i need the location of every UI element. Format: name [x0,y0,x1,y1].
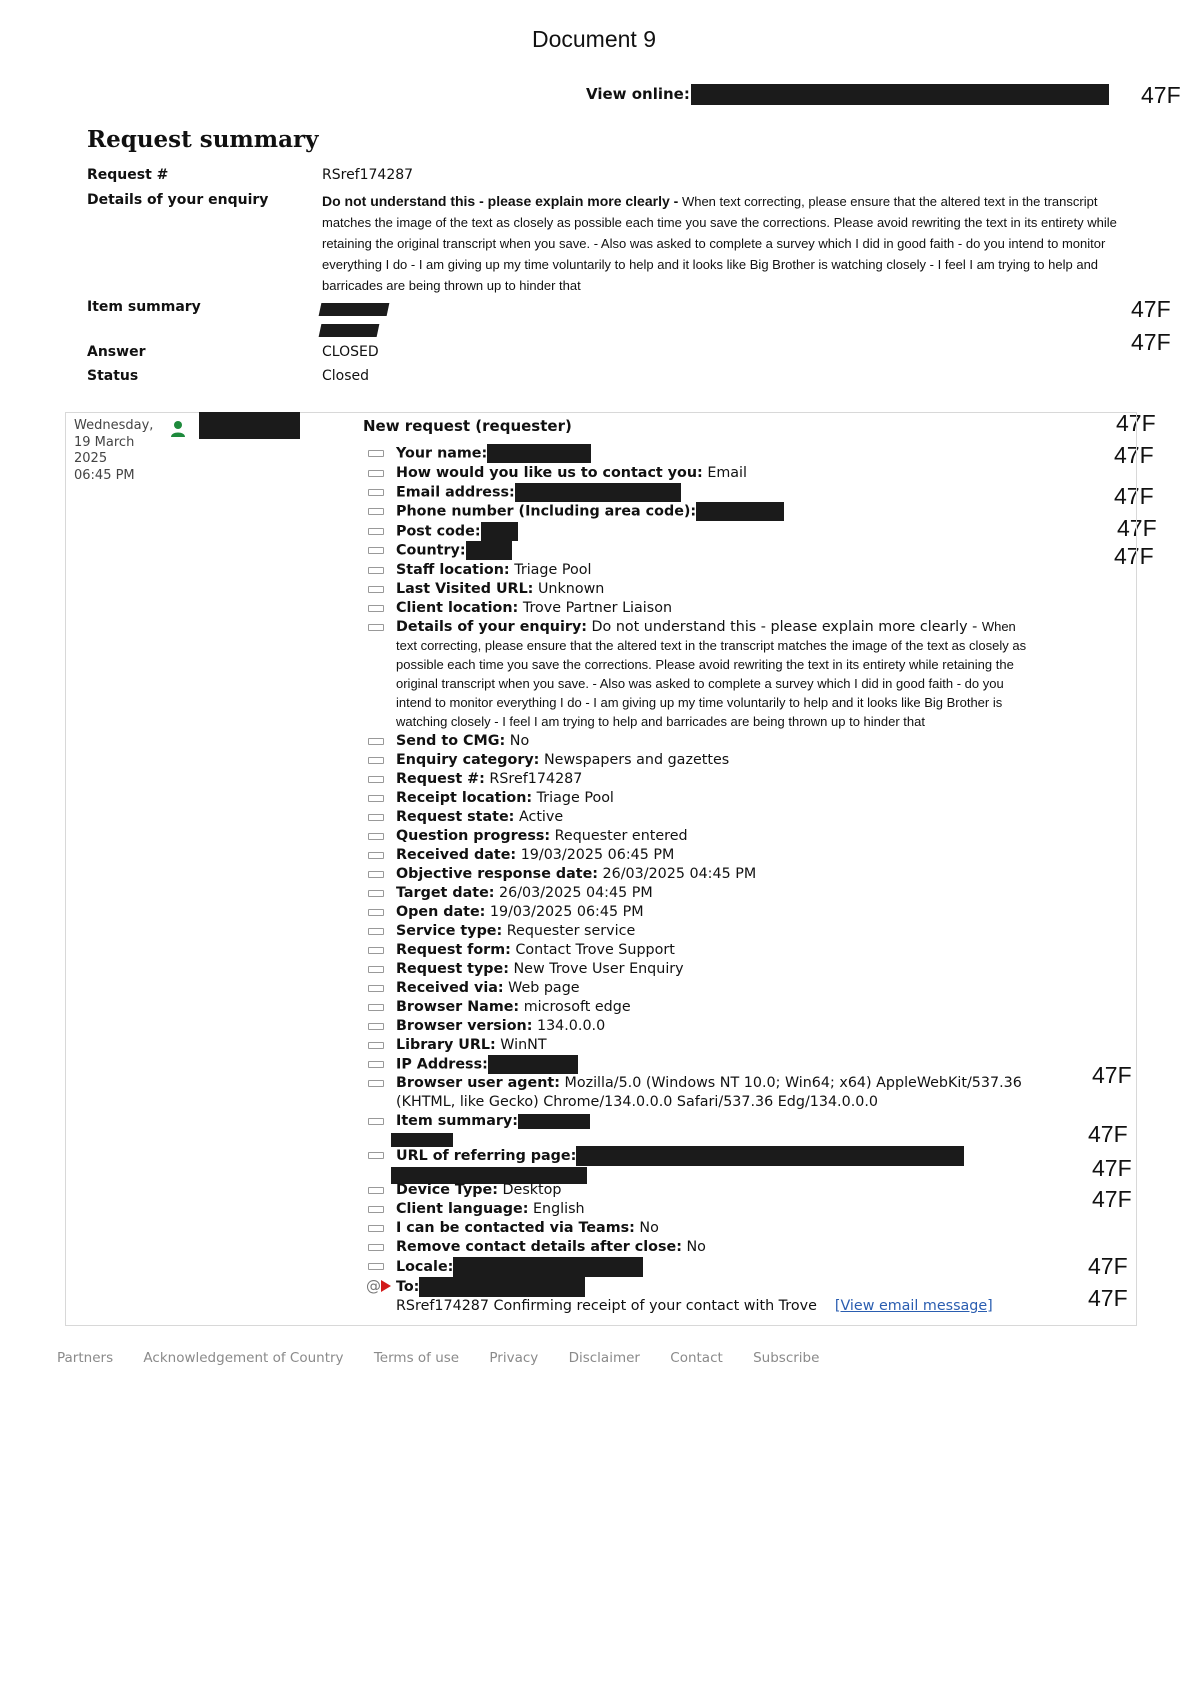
redaction [696,502,784,521]
person-icon [170,420,186,438]
list-item: Post code: [366,522,1026,542]
list-item-continuation [366,1166,1026,1181]
answer-value: CLOSED [322,344,379,360]
page-code: 47F [1092,1155,1132,1181]
list-item: Open date: 19/03/2025 06:45 PM [366,903,1026,922]
footer-link-contact[interactable]: Contact [670,1350,723,1366]
page-code: 47F [1092,1186,1132,1212]
list-item: Request #: RSref174287 [366,770,1026,789]
entry-date-line: Wednesday, [74,418,154,433]
details-value [322,191,1118,296]
page-code: 47F [1141,82,1181,108]
footer-link-subscribe[interactable]: Subscribe [753,1350,820,1366]
footer-link-disclaimer[interactable]: Disclaimer [568,1350,640,1366]
list-item: Locale: [366,1257,1026,1277]
list-item: Phone number (Including area code): [366,502,1026,522]
request-number-label: Request # [87,167,169,183]
list-item: Client language: English [366,1200,1026,1219]
redaction [576,1146,964,1166]
entry-date [74,418,153,484]
list-item: Enquiry category: Newspapers and gazettes [366,751,1026,770]
list-item: Library URL: WinNT [366,1036,1026,1055]
email-sent-icon: @ [366,1277,381,1295]
page-code: 47F [1114,483,1154,509]
list-item: Browser version: 134.0.0.0 [366,1017,1026,1036]
redaction [691,84,1109,105]
list-item: Request form: Contact Trove Support [366,941,1026,960]
footer-link-acknowledgement[interactable]: Acknowledgement of Country [143,1350,344,1366]
page-code: 47F [1131,296,1171,322]
list-item: Item summary: [366,1112,1026,1131]
redaction [391,1133,453,1147]
document-title: Document 9 [531,26,656,52]
redaction [466,541,512,560]
entry-time: 06:45 PM [74,467,135,483]
redaction [487,444,591,463]
view-email-link[interactable]: [View email message] [834,1298,993,1314]
email-subject: RSref174287 Confirming receipt of your contact with Trove [396,1298,817,1314]
list-item: How would you like us to contact you: Email [366,464,1026,483]
list-item: Request state: Active [366,808,1026,827]
list-item: Question progress: Requester entered [366,827,1026,846]
redaction [515,483,681,502]
list-item: Last Visited URL: Unknown [366,580,1026,599]
email-message-line [366,1297,1026,1316]
list-item: Browser user agent: Mozilla/5.0 (Windows NT 10.0; Win64; x64) AppleWebKit/537.36 (KHTML, like Gecko) Chrome/134.0.0.0 Safari/537.36 Edg/134.0.0.0 [366,1074,1036,1112]
redaction [199,412,300,439]
redaction [319,324,380,337]
answer-label: Answer [87,344,146,360]
page-code: 47F [1088,1285,1128,1311]
page-code: 47F [1114,442,1154,468]
details-lead: Do not understand this - please explain more clearly - [322,193,679,209]
page-code: 47F [1117,515,1157,541]
footer-link-privacy[interactable]: Privacy [489,1350,539,1366]
list-item: Browser Name: microsoft edge [366,998,1026,1017]
list-item: Remove contact details after close: No [366,1238,1026,1257]
entry-date-line: 2025 [74,451,108,466]
status-label: Status [87,368,139,384]
list-item: I can be contacted via Teams: No [366,1219,1026,1238]
list-item: @ To: [366,1277,1026,1297]
redaction [453,1257,643,1277]
page-code: 47F [1092,1062,1132,1088]
list-item: Request type: New Trove User Enquiry [366,960,1026,979]
list-item: Details of your enquiry: Do not understand this - please explain more clearly - When text correcting, please ensure that the altered text in the transcript matches the image of the text as closely as possible each time you save the corrections. Please avoid rewriting the text in its entirety while retaining the original transcript when you save. - Also was asked to complete a survey which I did in good faith - do you intend to monitor everything I do - I am giving up my time voluntarily to help and it looks like Big Brother is watching closely - I feel I am trying to help and barricades are being thrown up to hinder that [366,618,1036,732]
redaction [488,1055,578,1074]
page-code: 47F [1116,410,1156,436]
list-item: Email address: [366,483,1026,503]
item-summary-label: Item summary [87,299,201,315]
list-item: IP Address: [366,1055,1026,1075]
redaction [319,303,390,316]
arrow-icon [381,1280,391,1292]
list-item: Country: [366,541,1026,561]
list-item: Send to CMG: No [366,732,1026,751]
view-online [586,84,1109,105]
footer-link-partners[interactable]: Partners [57,1350,114,1366]
request-field-list [366,444,1026,1316]
list-item: Your name: [366,444,1026,464]
page-code: 47F [1088,1121,1128,1147]
redaction [518,1114,590,1129]
view-online-label: View online: [586,85,690,103]
list-item-continuation [366,1131,1026,1146]
footer-nav [57,1350,845,1366]
footer-link-terms[interactable]: Terms of use [373,1350,460,1366]
list-item: Staff location: Triage Pool [366,561,1026,580]
details-label: Details of your enquiry [87,192,269,208]
list-item: Target date: 26/03/2025 04:45 PM [366,884,1026,903]
page-code: 47F [1131,329,1171,355]
list-item: Client location: Trove Partner Liaison [366,599,1026,618]
page-code: 47F [1088,1253,1128,1279]
redaction [419,1277,585,1297]
details-text: When text correcting, please ensure that the altered text in the transcript matches the image of the text as closely as possible each time you save the corrections. Please avoid rewriting the text in its entirety while retaining the original transcript when you save. - Also was asked to complete a survey which I did in good faith - do you intend to monitor everything I do - I am giving up my time voluntarily to help and it looks like Big Brother is watching closely - I feel I am trying to help and barricades are being thrown up to hinder that [322,194,1117,293]
entry-date-line: 19 March [74,434,135,450]
list-item: URL of referring page: [366,1146,1026,1166]
status-value: Closed [322,368,370,384]
list-item: Received date: 19/03/2025 06:45 PM [366,846,1026,865]
page-code: 47F [1114,543,1154,569]
redaction [481,522,518,541]
summary-heading: Request summary [87,126,319,153]
list-item: Objective response date: 26/03/2025 04:45 PM [366,865,1026,884]
list-item: Service type: Requester service [366,922,1026,941]
list-item: Received via: Web page [366,979,1026,998]
entry-title: New request (requester) [363,417,572,435]
list-item: Receipt location: Triage Pool [366,789,1026,808]
list-item: Device Type: Desktop [366,1181,1026,1200]
request-number-value: RSref174287 [322,167,414,183]
